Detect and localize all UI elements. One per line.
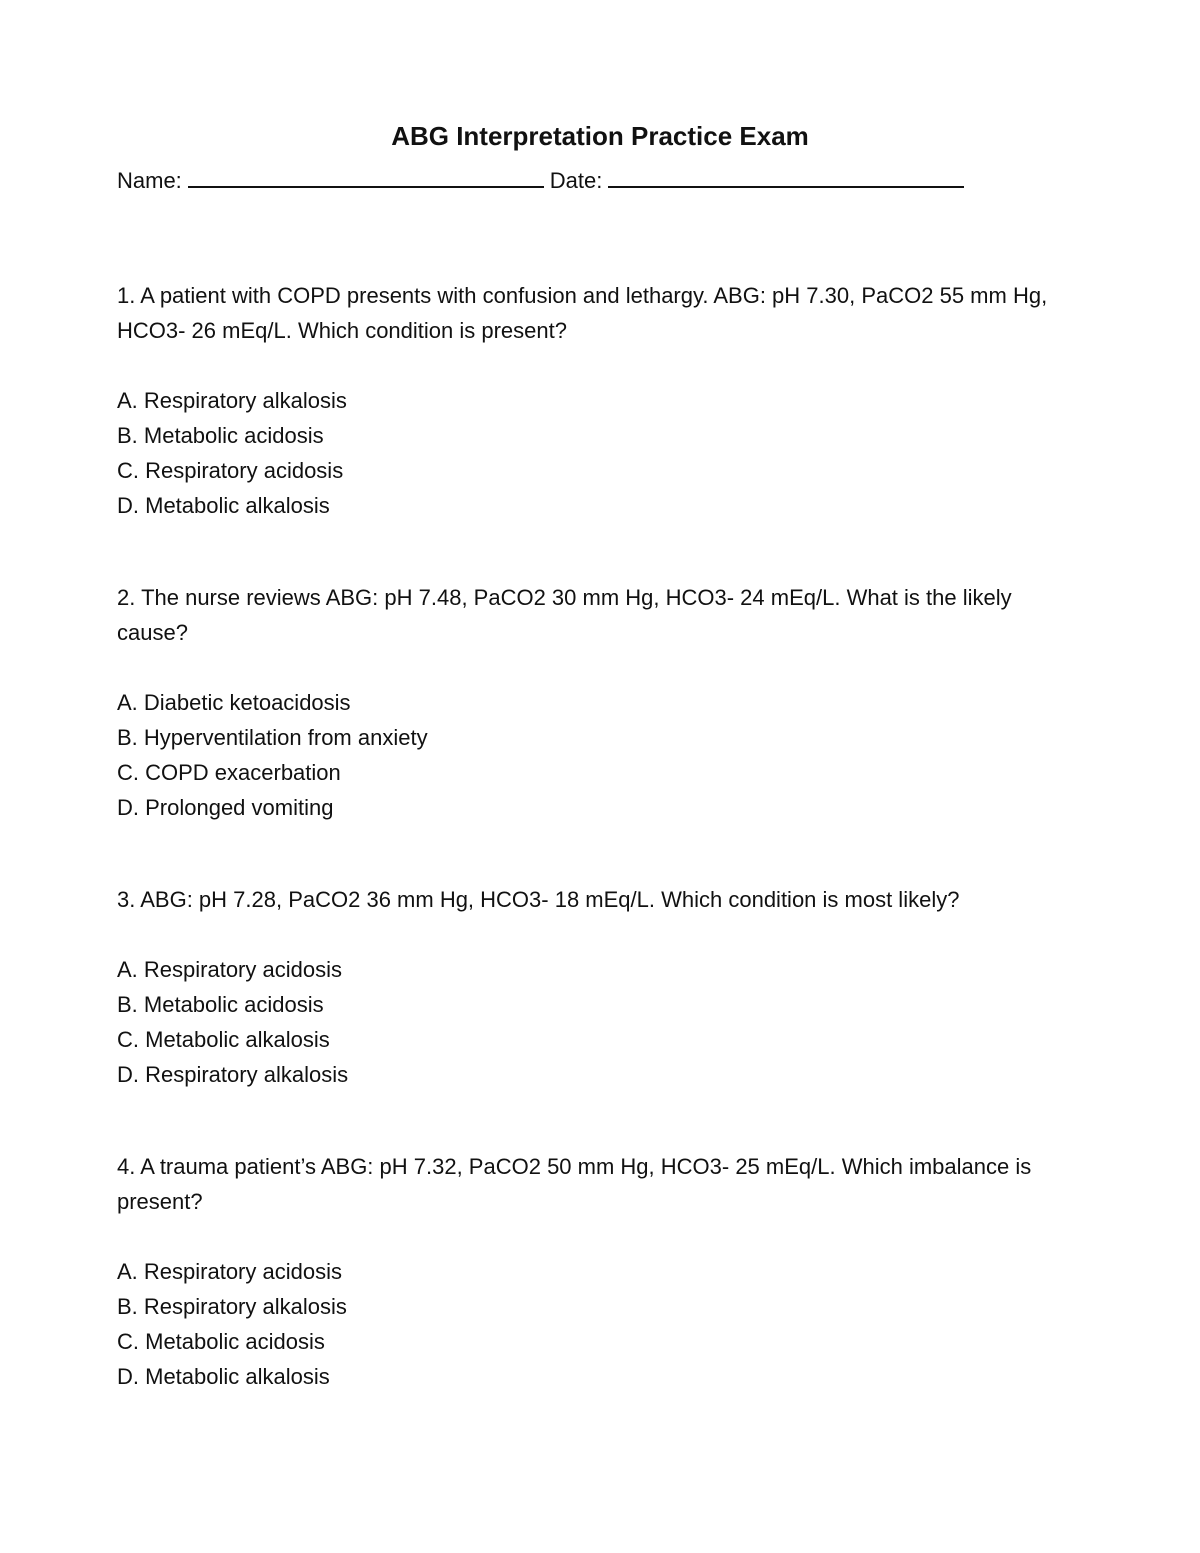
question-stem: 2. The nurse reviews ABG: pH 7.48, PaCO2 30 mm Hg, HCO3- 24 mEq/L. What is the likely cause? bbox=[117, 585, 1012, 645]
question-stem: 1. A patient with COPD presents with confusion and lethargy. ABG: pH 7.30, PaCO2 55 mm Hg, HCO3- 26 mEq/L. Which condition is present? bbox=[117, 283, 1048, 343]
answer-options bbox=[117, 685, 1087, 825]
answer-option[interactable]: D. Metabolic alkalosis bbox=[117, 493, 330, 518]
question-stem: 3. ABG: pH 7.28, PaCO2 36 mm Hg, HCO3- 18 mEq/L. Which condition is most likely? bbox=[117, 887, 960, 912]
answer-option[interactable]: C. COPD exacerbation bbox=[117, 760, 341, 785]
answer-option[interactable]: D. Prolonged vomiting bbox=[117, 795, 334, 820]
page-title: ABG Interpretation Practice Exam bbox=[391, 121, 809, 151]
answer-option[interactable]: A. Diabetic ketoacidosis bbox=[117, 690, 351, 715]
answer-option[interactable]: A. Respiratory acidosis bbox=[117, 957, 342, 982]
answer-option[interactable]: C. Metabolic acidosis bbox=[117, 1329, 325, 1354]
answer-option[interactable]: C. Respiratory acidosis bbox=[117, 458, 344, 483]
question-2 bbox=[117, 580, 1087, 825]
answer-option[interactable]: B. Metabolic acidosis bbox=[117, 423, 324, 448]
answer-option[interactable]: B. Metabolic acidosis bbox=[117, 992, 324, 1017]
answer-option[interactable]: B. Respiratory alkalosis bbox=[117, 1294, 347, 1319]
answer-option[interactable]: B. Hyperventilation from anxiety bbox=[117, 725, 428, 750]
name-date-line bbox=[117, 166, 964, 196]
answer-options bbox=[117, 1254, 1087, 1394]
answer-option[interactable]: C. Metabolic alkalosis bbox=[117, 1027, 330, 1052]
question-3 bbox=[117, 882, 1087, 1092]
answer-option[interactable]: D. Respiratory alkalosis bbox=[117, 1062, 349, 1087]
answer-option[interactable]: A. Respiratory alkalosis bbox=[117, 388, 347, 413]
answer-options bbox=[117, 952, 1087, 1092]
date-label: Date: bbox=[549, 168, 603, 193]
answer-option[interactable]: A. Respiratory acidosis bbox=[117, 1259, 342, 1284]
name-blank[interactable] bbox=[188, 168, 544, 188]
question-stem: 4. A trauma patient’s ABG: pH 7.32, PaCO2 50 mm Hg, HCO3- 25 mEq/L. Which imbalance is present? bbox=[117, 1154, 1032, 1214]
date-blank[interactable] bbox=[608, 168, 964, 188]
name-label: Name: bbox=[117, 168, 182, 193]
question-1 bbox=[117, 278, 1087, 523]
question-4 bbox=[117, 1149, 1087, 1394]
answer-options bbox=[117, 383, 1087, 523]
answer-option[interactable]: D. Metabolic alkalosis bbox=[117, 1364, 330, 1389]
